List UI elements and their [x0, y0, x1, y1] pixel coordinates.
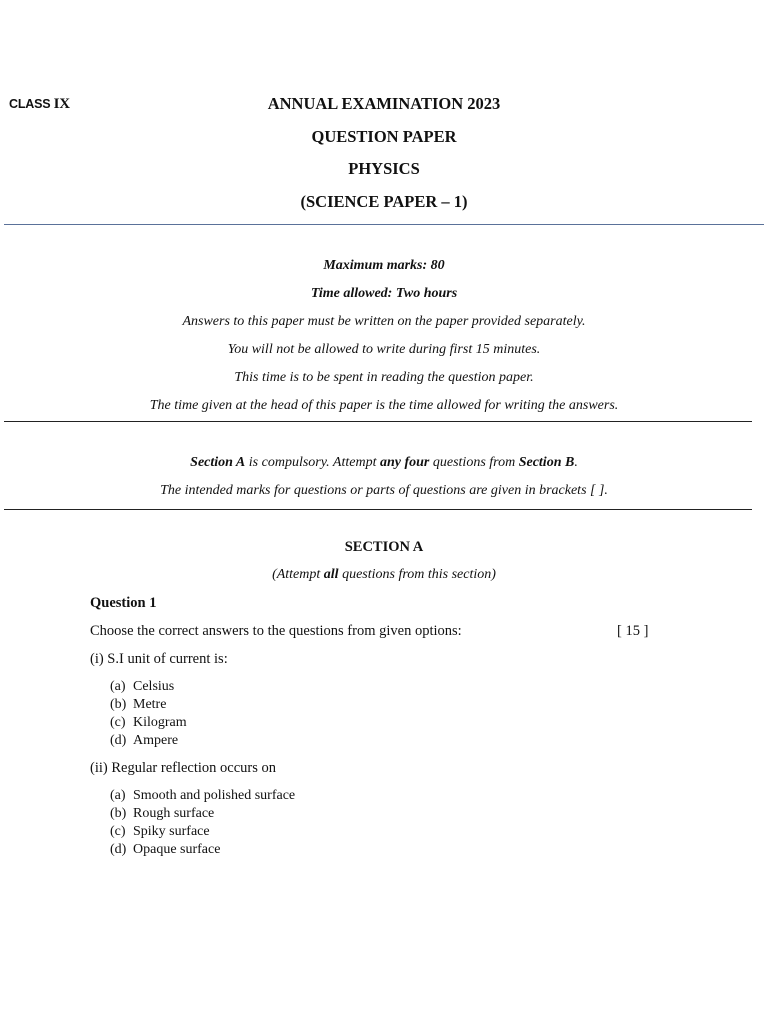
option-tag: (c) [110, 715, 126, 730]
option-item [110, 823, 295, 841]
option-tag: (b) [110, 697, 127, 712]
option-item [110, 714, 187, 732]
class-suffix: IX [53, 96, 70, 112]
option-item [110, 787, 295, 805]
max-marks: Maximum marks: 80 [323, 258, 445, 273]
instruction-line: The time given at the head of this paper is the time allowed for writing the answers. [149, 398, 619, 413]
section-note [0, 455, 768, 471]
option-tag: (d) [110, 842, 127, 857]
option-item [110, 841, 295, 859]
subtitle-all: all [323, 567, 339, 582]
option-text: Metre [133, 697, 167, 712]
option-text: Ampere [133, 733, 179, 748]
option-item [110, 805, 295, 823]
section-note-text: . [574, 455, 578, 470]
sub-question-prompt: (i) S.I unit of current is: [90, 651, 228, 667]
option-text: Spiky surface [133, 824, 210, 839]
option-tag: (a) [110, 679, 126, 694]
any-four-ref: any four [379, 455, 430, 470]
option-text: Kilogram [133, 715, 187, 730]
question-label: Question 1 [90, 595, 157, 611]
section-note-text: is compulsory. Attempt [245, 455, 380, 470]
subject-title: PHYSICS [348, 159, 420, 178]
subtitle-text: (Attempt [272, 567, 324, 582]
options-list [110, 787, 295, 859]
option-text: Rough surface [133, 806, 215, 821]
instruction-line: Answers to this paper must be written on the paper provided separately. [182, 314, 586, 329]
class-prefix: CLASS [9, 97, 51, 111]
option-item [110, 696, 187, 714]
marks-note: The intended marks for questions or parts of questions are given in brackets [ ]. [160, 483, 608, 498]
paper-type: QUESTION PAPER [311, 127, 457, 146]
question-marks: [ 15 ] [617, 623, 649, 639]
option-tag: (a) [110, 788, 126, 803]
exam-title: ANNUAL EXAMINATION 2023 [267, 94, 501, 113]
option-tag: (b) [110, 806, 127, 821]
section-a-ref: Section A [190, 455, 246, 470]
option-text: Celsius [133, 679, 175, 694]
paper-name: (SCIENCE PAPER – 1) [300, 192, 468, 211]
option-tag: (c) [110, 824, 126, 839]
option-tag: (d) [110, 733, 127, 748]
option-item [110, 678, 187, 696]
instruction-line: This time is to be spent in reading the question paper. [234, 370, 534, 385]
option-text: Opaque surface [133, 842, 221, 857]
subtitle-text: questions from this section) [338, 567, 496, 582]
section-note-divider [4, 509, 752, 510]
sub-question-prompt: (ii) Regular reflection occurs on [90, 760, 277, 776]
time-allowed: Time allowed: Two hours [310, 286, 458, 301]
section-b-ref: Section B [518, 455, 575, 470]
option-item [110, 732, 187, 750]
section-note-text: questions from [429, 455, 519, 470]
instructions-divider [4, 421, 752, 422]
options-list [110, 678, 187, 750]
question-instruction: Choose the correct answers to the questions from given options: [90, 623, 462, 639]
section-a-title: SECTION A [344, 539, 424, 555]
section-a-subtitle [0, 567, 768, 583]
instruction-line: You will not be allowed to write during first 15 minutes. [227, 342, 541, 357]
header-divider [4, 224, 764, 225]
option-text: Smooth and polished surface [133, 788, 296, 803]
